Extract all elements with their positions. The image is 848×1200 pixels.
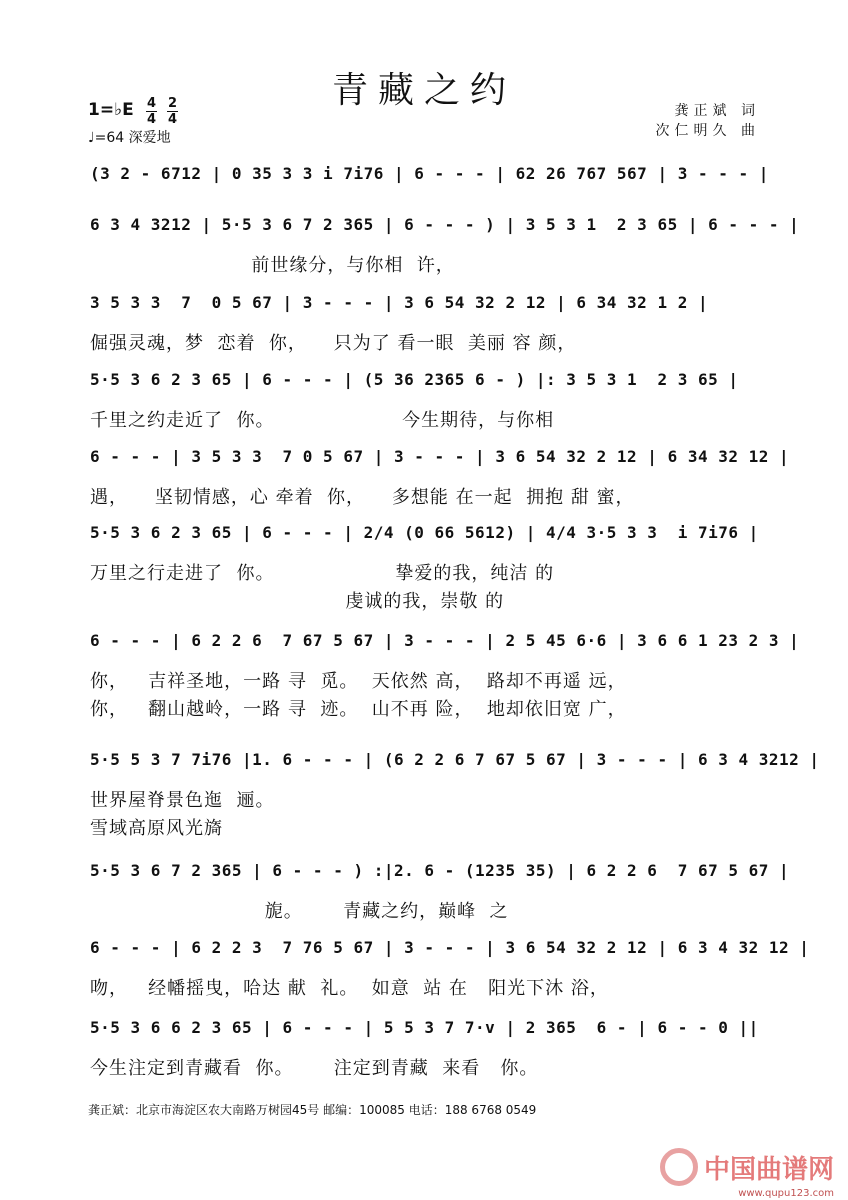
notation-line: 5·5 3 6 2 3 65 | 6 - - - | 2/4 (0 66 5612) | 4/4 3·5 3 3 i 7i76 | [90,523,759,542]
qupu-logo-icon [660,1148,698,1186]
lyric-line: 你， 吉祥圣地，一路 寻 觅。 天依然 高， 路却不再遥 远， [90,671,627,692]
footer-contact: 龚正斌：北京市海淀区农大南路万树园45号 邮编：100085 电话：188 6768 0549 [88,1103,537,1117]
time-sig-top: 4 [146,96,157,111]
watermark-name: 中国曲谱网 [703,1154,834,1185]
notation-line: 3 5 3 3 7 0 5 67 | 3 - - - | 3 6 54 32 2 12 | 6 34 32 1 2 | [90,293,709,312]
time-signature-2-4 [167,97,178,126]
key-signature: 1=♭E [88,100,134,120]
tempo-marking: ♩=64 深爱地 [88,130,171,146]
watermark [660,1148,834,1199]
notation-line: 6 - - - | 6 2 2 3 7 76 5 67 | 3 - - - | 3 6 54 32 2 12 | 6 3 4 32 12 | [90,938,810,957]
lyric-line: 世界屋脊景色迤 逦。 [90,790,275,811]
lyric-line: 前世缘分，与你相 许， [90,255,455,276]
composer: 次仁明久 曲 [655,123,760,139]
notation-line: 6 - - - | 3 5 3 3 7 0 5 67 | 3 - - - | 3 6 54 32 2 12 | 6 34 32 12 | [90,447,790,466]
notation-line: 5·5 3 6 7 2 365 | 6 - - - ) :|2. 6 - (1235 35) | 6 2 2 6 7 67 5 67 | [90,861,790,880]
time-sig-bottom: 4 [167,112,178,127]
lyric-line: 雪域高原风光旖 [90,818,223,839]
time-sig-bottom: 4 [146,112,157,127]
lyric-line: 千里之约走近了 你。 今生期待，与你相 [90,410,555,431]
notation-line: 5·5 3 6 2 3 65 | 6 - - - | (5 36 2365 6 - ) |: 3 5 3 1 2 3 65 | [90,370,739,389]
notation-line: 6 - - - | 6 2 2 6 7 67 5 67 | 3 - - - | 2 5 45 6·6 | 3 6 6 1 23 2 3 | [90,631,800,650]
notation-line: 5·5 5 3 7 7i76 |1. 6 - - - | (6 2 2 6 7 67 5 67 | 3 - - - | 6 3 4 3212 | [90,750,820,769]
notation-line: (3 2 - 6712 | 0 35 3 3 i 7i76 | 6 - - - | 62 26 767 567 | 3 - - - | [90,164,769,183]
time-sig-top: 2 [167,96,178,111]
lyric-line: 万里之行走进了 你。 挚爱的我，纯洁 的 [90,563,555,584]
watermark-url: www.qupu123.com [738,1188,834,1199]
notation-line: 5·5 3 6 6 2 3 65 | 6 - - - | 5 5 3 7 7·v | 2 365 6 - | 6 - - 0 || [90,1018,759,1037]
lyric-line: 旎。 青藏之约，巅峰 之 [90,901,509,922]
lyric-line: 遇， 坚韧情感，心 牵着 你， 多想能 在一起 拥抱 甜 蜜， [90,487,635,508]
credits [656,101,760,141]
lyricist: 龚正斌 词 [674,103,760,119]
lyric-line: 虔诚的我，崇敬 的 [90,591,505,612]
lyric-line: 吻， 经幡摇曳，哈达 献 礼。 如意 站 在 阳光下沐 浴， [90,978,609,999]
lyric-line: 今生注定到青藏看 你。 注定到青藏 来看 你。 [90,1058,539,1079]
song-title: 青藏之约 [331,70,516,111]
lyric-line: 你， 翻山越岭，一路 寻 迹。 山不再 险， 地却依旧宽 广， [90,699,627,720]
time-signature-4-4 [146,97,157,126]
lyric-line: 倔强灵魂，梦 恋着 你， 只为了 看一眼 美丽 容 颜， [90,333,577,354]
notation-line: 6 3 4 3212 | 5·5 3 6 7 2 365 | 6 - - - ) | 3 5 3 1 2 3 65 | 6 - - - | [90,215,800,234]
time-signatures [146,97,178,126]
